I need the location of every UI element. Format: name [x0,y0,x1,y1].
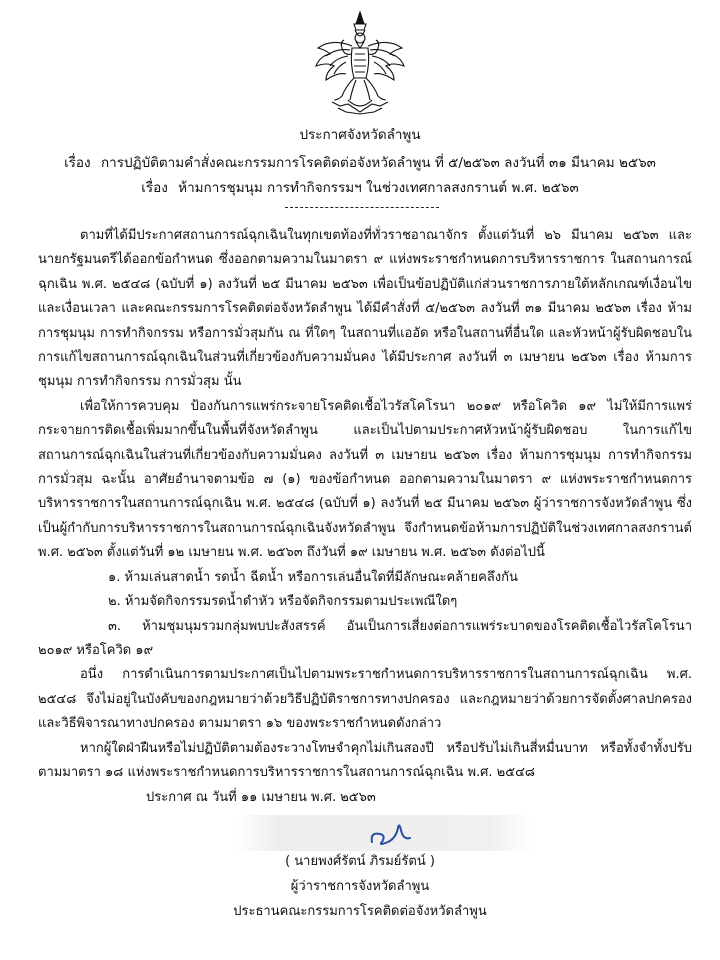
subject-label: เรื่อง [141,180,168,196]
subject-text-2: ห้ามการชุมนุม การทำกิจกรรมฯ ในช่วงเทศกาลสงกรานต์ พ.ศ. ๒๕๖๓ [178,180,579,196]
signing-date: ประกาศ ณ วันที่ ๑๑ เมษายน พ.ศ. ๒๕๖๓ [146,790,376,805]
subject-text-1: การปฏิบัติตามคำสั่งคณะกรรมการโรคติดต่อจังหวัดลำพูน ที่ ๕/๒๕๖๓ ลงวันที่ ๓๑ มีนาคม ๒๕๖๓ [100,155,656,171]
prohibition-item-3: ๓. ห้ามชุมนุมรวมกลุ่มพบปะสังสรรค์ อันเป็นการเสี่ยงต่อการแพร่ระบาดของโรคติดเชื้อไวรัสโคโรนา ๒๐๑๙ หรือโควิด ๑๙ [38,618,692,658]
paragraph-4: หากผู้ใดฝ่าฝืนหรือไม่ปฏิบัติตามต้องระวางโทษจำคุกไม่เกินสองปี หรือปรับไม่เกินสี่หมื่นบาท หรือทั้งจำทั้งปรับ ตามมาตรา ๑๘ แห่งพระราชกำหนดการบริหารราชการในสถานการณ์ฉุกเฉิน พ.ศ. ๒๕๔๘ [38,740,692,780]
paragraph-3: อนึ่ง การดำเนินการตามประกาศเป็นไปตามพระราชกำหนดการบริหารราชการในสถานการณ์ฉุกเฉิน พ.ศ. ๒๕๔๘ จึงไม่อยู่ในบังคับของกฎหมายว่าด้วยวิธีปฏิบัติราชการทางปกครอง และกฎหมายว่าด้วยการจัดตั้งศาลปกครองและวิธีพิจารณาทางปกครอง ตามมาตรา ๑๖ ของพระราชกำหนดดังกล่าว [38,667,692,732]
garuda-emblem-icon [312,8,408,116]
announcement-body [38,224,692,785]
separator-line [285,207,439,208]
prohibition-item-1: ๑. ห้ามเล่นสาดน้ำ รดน้ำ ฉีดน้ำ หรือการเล่นอื่นใดที่มีลักษณะคล้ายคลึงกัน [108,569,518,585]
announcement-title: ประกาศจังหวัดลำพูน [299,127,421,143]
signatory-position-1: ผู้ว่าราชการจังหวัดลำพูน [290,879,430,894]
handwritten-signature-icon [368,820,414,850]
paragraph-1: ตามที่ได้มีประกาศสถานการณ์ฉุกเฉินในทุกเขตท้องที่ทั่วราชอาณาจักร ตั้งแต่วันที่ ๒๖ มีนาคม ๒๕๖๓ และนายกรัฐมนตรีได้ออกข้อกำหนด ซึ่งออกตามความในมาตรา ๙ แห่งพระราชกำหนดการบริหารราชการ ในสถานการณ์ฉุกเฉิน พ.ศ. ๒๕๔๘ (ฉบับที่ ๑) ลงวันที่ ๒๕ มีนาคม ๒๕๖๓ เพื่อเป็นข้อปฏิบัติแก่ส่วนราชการภายใต้หลักเกณฑ์เงื่อนไขและเงื่อนเวลา และคณะกรรมการโรคติดต่อจังหวัดลำพูน ได้มีคำสั่งที่ ๕/๒๕๖๓ ลงวันที่ ๓๑ มีนาคม ๒๕๖๓ เรื่อง ห้ามการชุมนุม การทำกิจกรรม หรือการมั่วสุมกัน ณ ที่ใดๆ ในสถานที่แออัด หรือในสถานที่อื่นใด และหัวหน้าผู้รับผิดชอบในการแก้ไขสถานการณ์ฉุกเฉินในส่วนที่เกี่ยวข้องกับความมั่นคง ได้มีประกาศ ลงวันที่ ๓ เมษายน ๒๕๖๓ เรื่อง ห้ามการชุมนุม การทำกิจกรรม การมั่วสุม นั้น [38,228,692,390]
subject-line-1 [0,154,720,172]
paragraph-2: เพื่อให้การควบคุม ป้องกันการแพร่กระจายโรคติดเชื้อไวรัสโคโรนา ๒๐๑๙ หรือโควิด ๑๙ ไม่ให้มีการแพร่กระจายการติดเชื้อเพิ่มมากขึ้นในพื้นที่จังหวัดลำพูน และเป็นไปตามประกาศหัวหน้าผู้รับผิดชอบ ในการแก้ไขสถานการณ์ฉุกเฉินในส่วนที่เกี่ยวข้องกับความมั่นคง ลงวันที่ ๓ เมษายน ๒๕๖๓ เรื่อง ห้ามการชุมนุม การทำกิจกรรม การมั่วสุม ฉะนั้น อาศัยอำนาจตามข้อ ๗ (๑) ของข้อกำหนด ออกตามความในมาตรา ๙ แห่งพระราชกำหนดการบริหารราชการในสถานการณ์ฉุกเฉิน พ.ศ. ๒๕๔๘ (ฉบับที่ ๑) ลงวันที่ ๒๕ มีนาคม ๒๕๖๓ ผู้ว่าราชการจังหวัดลำพูน ซึ่งเป็นผู้กำกับการบริหารราชการในสถานการณ์ฉุกเฉินจังหวัดลำพูน จึงกำหนดข้อห้ามการปฏิบัติในช่วงเทศกาลสงกรานต์ พ.ศ. ๒๕๖๓ ตั้งแต่วันที่ ๑๒ เมษายน พ.ศ. ๒๕๖๓ ถึงวันที่ ๑๙ เมษายน พ.ศ. ๒๕๖๓ ดังต่อไปนี้ [38,398,692,561]
subject-line-2 [0,179,720,197]
signatory-name: ( นายพงศ์รัตน์ ภิรมย์รัตน์ ) [285,854,435,869]
subject-label: เรื่อง [64,155,91,171]
prohibition-item-2: ๒. ห้ามจัดกิจกรรมรดน้ำดำหัว หรือจัดกิจกรรมตามประเพณีใดๆ [108,594,458,610]
signatory-position-2: ประธานคณะกรรมการโรคติดต่อจังหวัดลำพูน [233,904,487,919]
